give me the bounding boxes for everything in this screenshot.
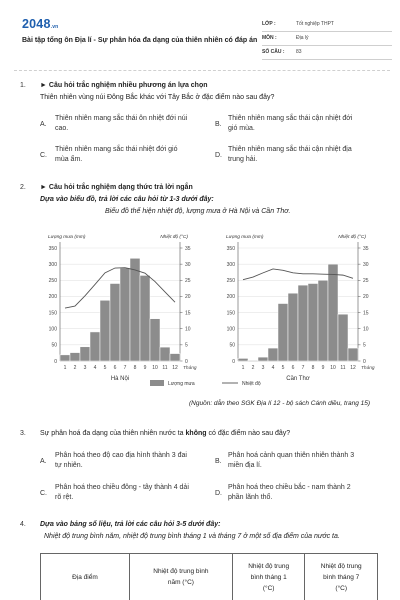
meta-row-class bbox=[262, 18, 392, 32]
x-tick-label: 9 bbox=[321, 365, 325, 371]
question-text: Thiên nhiên vùng núi Đông Bắc khác với Tây Bắc ở đặc điểm nào sau đây? bbox=[40, 94, 275, 101]
meta-key: LỚP : bbox=[262, 21, 276, 27]
y-tick-label: 350 bbox=[226, 245, 235, 252]
x-tick-label: 2 bbox=[73, 365, 77, 371]
y-tick-label: 100 bbox=[48, 326, 57, 333]
rainfall-bar bbox=[80, 347, 90, 361]
x-tick-label: 1 bbox=[63, 365, 67, 371]
y-tick-label: 200 bbox=[48, 294, 57, 301]
x-tick-label: 6 bbox=[113, 365, 117, 371]
option-label: B. bbox=[215, 458, 222, 465]
option-label: B. bbox=[215, 121, 222, 128]
arrow-icon: ► bbox=[40, 82, 47, 89]
rainfall-bar bbox=[318, 280, 328, 361]
y2-tick-label: 25 bbox=[363, 278, 369, 285]
y-tick-label: 200 bbox=[226, 294, 235, 301]
table-header-cell: Nhiệt độ trung bình năm (°C) bbox=[129, 554, 232, 600]
rainfall-bar bbox=[338, 314, 348, 361]
x-tick-label: 11 bbox=[340, 365, 346, 371]
y-tick-label: 250 bbox=[48, 278, 57, 285]
rainfall-bar bbox=[308, 284, 318, 361]
y-tick-label: 150 bbox=[48, 310, 57, 317]
rainfall-bar bbox=[348, 348, 358, 361]
arrow-icon: ► bbox=[40, 184, 47, 191]
option-b[interactable]: Thiên nhiên mang sắc thái cận nhiệt đới gió mùa. bbox=[228, 115, 353, 132]
table-header-row bbox=[41, 554, 378, 600]
option-a[interactable]: Thiên nhiên mang sắc thái ôn nhiệt đới núi cao. bbox=[55, 115, 188, 132]
document-title: Bài tập tổng ôn Địa lí - Sự phân hóa đa dạng của thiên nhiên có đáp án bbox=[22, 37, 258, 44]
x-tick-label: 7 bbox=[301, 365, 305, 371]
x-tick-label: 10 bbox=[330, 365, 336, 371]
site-logo[interactable]: 2048.vn bbox=[22, 17, 59, 31]
x-tick-label: 3 bbox=[83, 365, 87, 371]
y-tick-label: 300 bbox=[226, 261, 235, 268]
header-divider bbox=[14, 70, 390, 71]
rainfall-bar bbox=[268, 348, 278, 361]
y2-axis-title: Nhiệt độ (°C) bbox=[338, 235, 366, 240]
question-instruction: Dựa vào bảng số liệu, trả lời các câu hỏi 3-5 dưới đây: bbox=[40, 521, 221, 528]
y2-tick-label: 20 bbox=[363, 294, 369, 301]
x-tick-label: 8 bbox=[133, 365, 137, 371]
question-title: ► Câu hỏi trắc nghiệm nhiều phương án lựa chọn bbox=[40, 82, 208, 89]
question-title: ► Câu hỏi trắc nghiệm dạng thức trả lời ngắn bbox=[40, 184, 193, 191]
table-header-cell: Nhiệt độ trung bình tháng 1 (°C) bbox=[232, 554, 305, 600]
legend-bar-swatch bbox=[150, 380, 164, 386]
chart-can-tho bbox=[226, 234, 375, 382]
rainfall-bar bbox=[248, 360, 258, 361]
meta-key: SỐ CÂU : bbox=[262, 49, 285, 55]
x-tick-label: 3 bbox=[261, 365, 265, 371]
rainfall-bar bbox=[120, 268, 130, 361]
x-tick-label: 11 bbox=[162, 365, 168, 371]
rainfall-bar bbox=[60, 355, 70, 361]
x-tick-label: 6 bbox=[291, 365, 295, 371]
x-tick-label: 4 bbox=[93, 365, 97, 371]
x-tick-label: 8 bbox=[311, 365, 315, 371]
x-axis-title: Tháng bbox=[183, 366, 197, 371]
y2-tick-label: 5 bbox=[363, 342, 366, 349]
rainfall-bar bbox=[130, 258, 140, 361]
table-header-cell: Nhiệt độ trung bình tháng 7 (°C) bbox=[305, 554, 378, 600]
y2-tick-label: 25 bbox=[185, 278, 191, 285]
y2-tick-label: 10 bbox=[363, 326, 369, 333]
x-tick-label: 12 bbox=[172, 365, 178, 371]
chart-title: Hà Nội bbox=[110, 376, 130, 382]
meta-row-count bbox=[262, 46, 392, 60]
y2-tick-label: 5 bbox=[185, 342, 188, 349]
x-tick-label: 1 bbox=[241, 365, 245, 371]
y-axis-title: Lượng mưa (mm) bbox=[226, 235, 264, 240]
question-number: 1. bbox=[20, 82, 26, 89]
option-d[interactable]: Phân hoá theo chiều bắc - nam thành 2 phần lãnh thổ. bbox=[228, 484, 351, 501]
y-tick-label: 50 bbox=[229, 342, 235, 349]
option-a[interactable]: Phân hoá theo độ cao địa hình thành 3 đai tự nhiên. bbox=[55, 452, 187, 469]
climate-charts bbox=[0, 228, 400, 388]
meta-value: Tốt nghiệp THPT bbox=[296, 21, 334, 27]
chart-title: Cần Thơ bbox=[286, 376, 310, 382]
question-number: 3. bbox=[20, 430, 26, 437]
x-tick-label: 9 bbox=[143, 365, 147, 371]
option-label: C. bbox=[40, 490, 47, 497]
question-number: 2. bbox=[20, 184, 26, 191]
y-tick-label: 100 bbox=[226, 326, 235, 333]
x-axis-title: Tháng bbox=[361, 366, 375, 371]
chart-caption: Biểu đồ thể hiện nhiệt độ, lượng mưa ở Hà Nội và Cần Thơ. bbox=[105, 208, 291, 215]
x-tick-label: 2 bbox=[251, 365, 255, 371]
question-text: Sự phân hoá đa dạng của thiên nhiên nước ta không có đặc điểm nào sau đây? bbox=[40, 430, 291, 437]
y2-axis-title: Nhiệt độ (°C) bbox=[160, 235, 188, 240]
y2-tick-label: 30 bbox=[185, 261, 191, 268]
document-meta bbox=[262, 18, 392, 60]
option-b[interactable]: Phân hoá cảnh quan thiên nhiên thành 3 miền địa lí. bbox=[228, 452, 355, 469]
rainfall-bar bbox=[90, 332, 100, 361]
rainfall-bar bbox=[150, 319, 160, 361]
y-tick-label: 250 bbox=[226, 278, 235, 285]
meta-row-subject bbox=[262, 32, 392, 46]
legend-line-label: Nhiệt độ bbox=[242, 381, 261, 387]
y2-tick-label: 10 bbox=[185, 326, 191, 333]
option-label: D. bbox=[215, 152, 222, 159]
rainfall-bar bbox=[278, 304, 288, 361]
y-tick-label: 0 bbox=[54, 358, 57, 365]
rainfall-bar bbox=[110, 284, 120, 361]
rainfall-bar bbox=[100, 300, 110, 361]
question-number: 4. bbox=[20, 521, 26, 528]
x-tick-label: 12 bbox=[350, 365, 356, 371]
y-axis-title: Lượng mưa (mm) bbox=[48, 235, 86, 240]
y-tick-label: 50 bbox=[51, 342, 57, 349]
rainfall-bar bbox=[160, 347, 170, 361]
y-tick-label: 350 bbox=[48, 245, 57, 252]
chart-source: (Nguồn: dẫn theo SGK Địa lí 12 - bộ sách Cánh diều, trang 15) bbox=[189, 400, 371, 407]
x-tick-label: 10 bbox=[152, 365, 158, 371]
rainfall-bar bbox=[238, 358, 248, 361]
y2-tick-label: 0 bbox=[363, 358, 366, 365]
chart-legend bbox=[150, 380, 261, 387]
x-tick-label: 4 bbox=[271, 365, 275, 371]
y-tick-label: 300 bbox=[48, 261, 57, 268]
y-tick-label: 0 bbox=[232, 358, 235, 365]
option-c[interactable]: Phân hoá theo chiều đông - tây thành 4 dải rõ rệt. bbox=[55, 484, 189, 501]
question-instruction: Dựa vào biểu đồ, trả lời các câu hỏi từ 1-3 dưới đây: bbox=[40, 196, 214, 203]
rainfall-bar bbox=[170, 354, 180, 361]
rainfall-bar bbox=[328, 264, 338, 361]
y2-tick-label: 15 bbox=[185, 310, 191, 317]
rainfall-bar bbox=[298, 285, 308, 361]
option-label: C. bbox=[40, 152, 47, 159]
y2-tick-label: 35 bbox=[185, 245, 191, 252]
data-table bbox=[40, 553, 378, 600]
option-label: A. bbox=[40, 458, 47, 465]
y-tick-label: 150 bbox=[226, 310, 235, 317]
rainfall-bar bbox=[70, 353, 80, 361]
legend-bar-label: Lượng mưa bbox=[168, 381, 195, 387]
meta-value: 83 bbox=[296, 49, 302, 55]
rainfall-bar bbox=[258, 357, 268, 361]
y2-tick-label: 0 bbox=[185, 358, 188, 365]
option-d[interactable]: Thiên nhiên mang sắc thái cận nhiệt địa trung hải. bbox=[228, 146, 352, 163]
meta-key: MÔN : bbox=[262, 35, 277, 41]
y2-tick-label: 15 bbox=[363, 310, 369, 317]
rainfall-bar bbox=[140, 275, 150, 361]
rainfall-bar bbox=[288, 293, 298, 361]
x-tick-label: 7 bbox=[123, 365, 127, 371]
option-c[interactable]: Thiên nhiên mang sắc thái nhiệt đới gió mùa ẩm. bbox=[55, 146, 178, 163]
document-header bbox=[14, 8, 390, 64]
option-label: D. bbox=[215, 490, 222, 497]
y2-tick-label: 30 bbox=[363, 261, 369, 268]
table-caption: Nhiệt độ trung bình năm, nhiệt độ trung bình tháng 1 và tháng 7 ở một số địa điểm của nước ta. bbox=[44, 533, 340, 540]
x-tick-label: 5 bbox=[103, 365, 107, 371]
y2-tick-label: 20 bbox=[185, 294, 191, 301]
chart-ha-noi bbox=[48, 234, 197, 382]
table-header-cell: Địa điểm bbox=[41, 554, 130, 600]
x-tick-label: 5 bbox=[281, 365, 285, 371]
y2-tick-label: 35 bbox=[363, 245, 369, 252]
meta-value: Địa lý bbox=[296, 35, 309, 41]
option-label: A. bbox=[40, 121, 47, 128]
